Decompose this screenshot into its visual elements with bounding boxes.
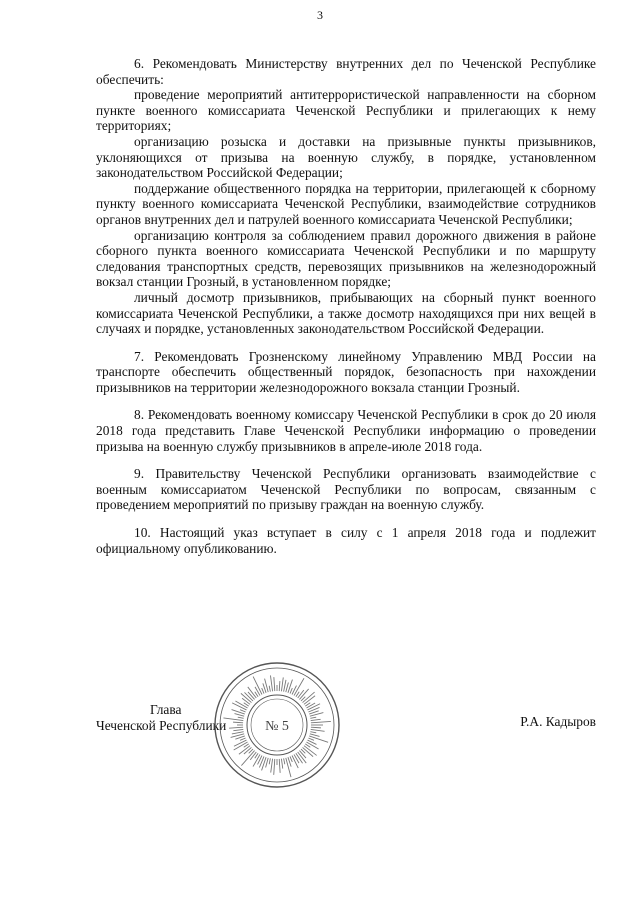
seal-ring-mark xyxy=(307,704,320,710)
seal-ring-mark xyxy=(311,719,321,720)
seal-ring-mark xyxy=(279,681,280,691)
seal-ring-mark xyxy=(233,729,243,730)
seal-ring-mark xyxy=(240,738,246,740)
seal-ring-mark xyxy=(234,740,247,746)
seal-ring-mark xyxy=(274,677,275,691)
seal-ring-mark xyxy=(269,758,270,764)
seal-ring-mark xyxy=(250,752,256,760)
position-title: Глава xyxy=(150,702,182,717)
seal-ring-mark xyxy=(311,729,325,731)
seal-ring-mark xyxy=(232,710,245,715)
seal-ring-mark xyxy=(298,690,304,698)
seal-ring-mark xyxy=(299,751,306,759)
paragraph-6-item-1: проведение мероприятий антитеррористической направленности на сборном пункте военного комиссариата Чеченской Республики и прилегающих к нему территориях; xyxy=(96,87,596,134)
paragraph-6-item-5: личный досмотр призывников, прибывающих на сборный пункт военного комиссариата Чеченской Республики, а также досмотр находящихся при них вещей в случаях и порядке, установленных законодательством Российской Федерации. xyxy=(96,289,596,337)
paragraph-8: 8. Рекомендовать военному комиссару Чеченской Республики в срок до 20 июля 2018 года представить Главе Чеченской Республики информацию о проведении призыва на военную службу призывников в апреле-июле 2018 года. xyxy=(96,407,596,454)
seal-ring-mark xyxy=(266,758,269,768)
seal-ring-mark xyxy=(223,718,243,721)
paragraph-6-item-3: поддержание общественного порядка на территории, прилегающей к сборному пункту военного комиссариата Чеченской Республики, взаимодействие сотрудников органов внутренних дел и патрулей военного комиссариата Чеченской Республики; xyxy=(96,180,596,227)
seal-ring-mark xyxy=(244,747,252,754)
seal-ring-mark xyxy=(284,680,286,692)
seal-ring-mark xyxy=(233,722,243,723)
seal-ring-mark xyxy=(248,692,255,700)
seal-ring-mark xyxy=(279,759,280,773)
page-number: 3 xyxy=(317,8,323,22)
seal-ring-mark xyxy=(270,675,272,691)
seal-ring-mark xyxy=(262,688,264,694)
seal-ring-mark xyxy=(281,677,283,691)
paragraph-9: 9. Правительству Чеченской Республики организовать взаимодействие с военным комиссариатом Чеченской Республики по вопросам, связанным с проведением мероприятий по призыву граждан на военную службу. xyxy=(96,466,596,513)
seal-ring-mark xyxy=(240,710,246,712)
paragraph-7: 7. Рекомендовать Грозненскому линейному Управлению МВД России на транспорте обеспечить общественный порядок, безопасность при нахождении призывников на территории железнодорожного вокзала станции Грозный. xyxy=(96,348,596,395)
seal-ring-mark xyxy=(262,757,267,770)
paragraph-10: 10. Настоящий указ вступает в силу с 1 апреля 2018 года и подлежит официальному опубликованию. xyxy=(96,525,596,556)
seal-ring-mark xyxy=(241,751,254,766)
signatory-name: Р.А. Кадыров xyxy=(520,714,596,729)
official-seal xyxy=(212,660,342,790)
paragraph-6: 6. Рекомендовать Министерству внутренних дел по Чеченской Республике обеспечить: xyxy=(96,56,596,87)
seal-ring-mark xyxy=(286,683,289,693)
seal-ring-mark xyxy=(310,732,316,733)
seal-ring-mark xyxy=(229,727,243,728)
seal-ring-mark xyxy=(286,758,291,777)
seal-number: № 5 xyxy=(265,719,289,734)
paragraph-6-item-2: организацию розыска и доставки на призывные пункты призывников, уклоняющихся от призыва на военную службу, в порядке, установленном законодательством Российской Федерации; xyxy=(96,133,596,181)
seal-ring-mark xyxy=(292,755,298,768)
seal-ring-mark xyxy=(284,758,285,764)
seal-ring-mark xyxy=(311,721,331,722)
signature-block xyxy=(96,702,596,762)
seal-ring-mark xyxy=(238,717,244,718)
document-body xyxy=(96,56,596,556)
seal-ring-mark xyxy=(290,756,292,762)
seal-ring-mark xyxy=(311,727,321,728)
seal-ring-mark xyxy=(310,717,316,718)
seal-ring-mark xyxy=(296,753,303,763)
seal-ring-mark xyxy=(310,734,320,737)
seal-ring-mark xyxy=(281,759,282,769)
seal-ring-mark xyxy=(290,688,292,694)
paragraph-6-item-4: организацию контроля за соблюдением правил дорожного движения в районе сборного пункта военного комиссариата Чеченской Республики и по маршруту следования транспортных средств, перевозящих призывников на железнодорожный вокзал станции Грозный, в установленном порядке; xyxy=(96,227,596,290)
seal-ring-mark xyxy=(274,759,275,775)
seal-ring-mark xyxy=(269,686,270,692)
seal-ring-mark xyxy=(232,732,244,734)
position-region: Чеченской Республики xyxy=(96,717,227,733)
seal-ring-mark xyxy=(308,738,314,740)
seal-ring-mark xyxy=(242,698,250,704)
seal-stamp-icon xyxy=(212,660,342,790)
seal-ring-mark xyxy=(271,759,273,773)
seal-ring-mark xyxy=(235,714,245,717)
seal-ring-mark xyxy=(288,680,293,693)
